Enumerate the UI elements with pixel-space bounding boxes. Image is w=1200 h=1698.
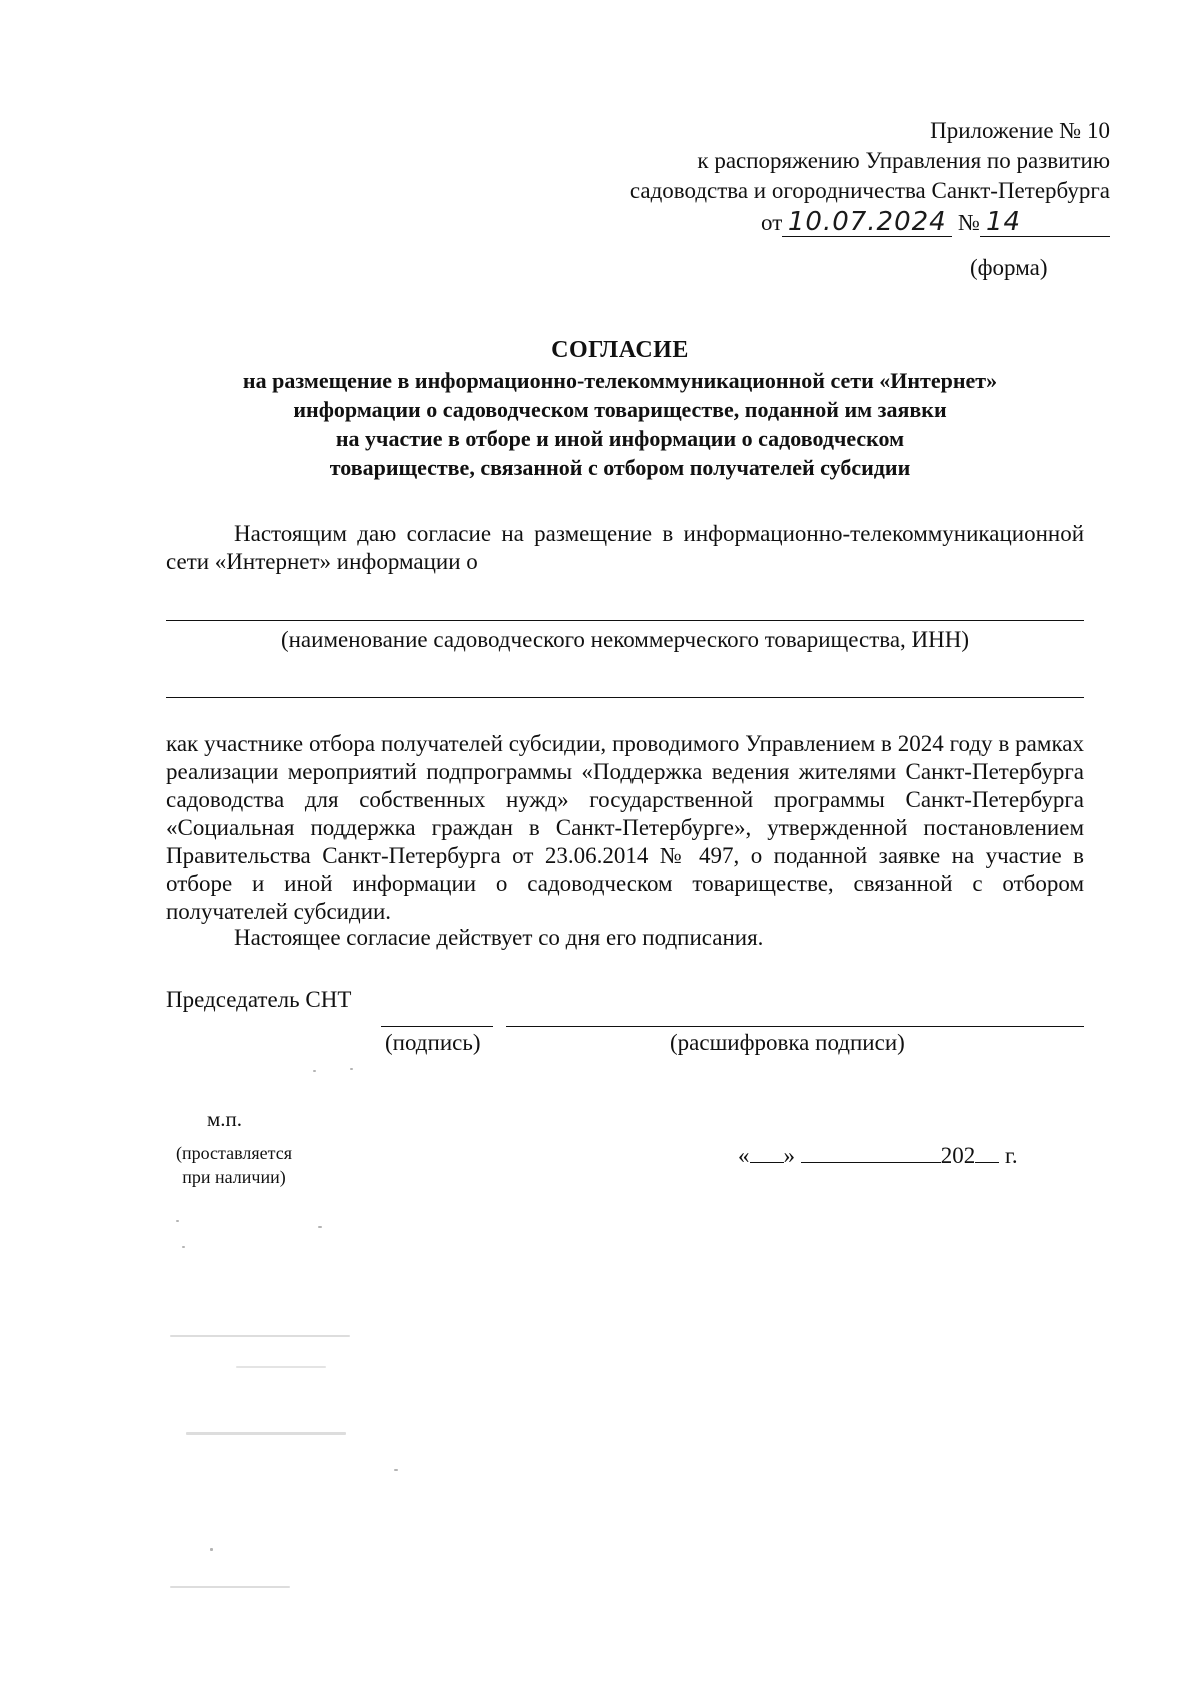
document-title: СОГЛАСИЕ xyxy=(551,337,689,363)
scan-speck xyxy=(350,1068,353,1070)
form-label: (форма) xyxy=(970,255,1048,280)
annex-line-2: к распоряжению Управления по развитию xyxy=(697,148,1110,173)
order-number-field xyxy=(980,209,1110,237)
scan-speck xyxy=(186,1432,346,1435)
stamp-label: м.п. xyxy=(207,1107,243,1131)
signature-caption: (подпись) xyxy=(385,1030,481,1055)
annex-line-3: садоводства и огородничества Санкт-Петербурга xyxy=(629,178,1110,203)
stamp-note xyxy=(164,1141,304,1189)
year-digit-field xyxy=(975,1162,999,1163)
scan-speck xyxy=(170,1586,290,1588)
date-open-quote: « xyxy=(738,1143,750,1168)
subtitle-line-3: на участие в отборе и иной информации о садоводческом xyxy=(335,426,905,451)
scan-speck xyxy=(176,1220,179,1222)
day-field xyxy=(750,1162,784,1163)
subtitle-line-4: товариществе, связанной с отбором получателей субсидии xyxy=(329,455,911,480)
signature-decode-line xyxy=(506,1026,1084,1027)
stamp-note-line-1: (проставляется xyxy=(175,1143,292,1163)
order-date-handwritten: 10.07.2024 xyxy=(787,207,947,237)
signature-decode-caption: (расшифровка подписи) xyxy=(670,1030,905,1055)
stamp-note-line-2: при наличии) xyxy=(182,1167,286,1187)
signing-date xyxy=(738,1143,1018,1169)
scan-speck xyxy=(394,1469,398,1471)
subtitle-line-1: на размещение в информационно-телекоммуникационной сети «Интернет» xyxy=(242,368,998,393)
organization-name-line xyxy=(166,620,1084,621)
annex-header xyxy=(630,116,1110,238)
intro-paragraph: Настоящим даю согласие на размещение в информационно-телекоммуникационной сети «Интернет» информации о xyxy=(166,521,1084,574)
year-prefix: 202 xyxy=(940,1143,976,1168)
scan-speck xyxy=(313,1070,316,1072)
scan-speck xyxy=(170,1335,350,1337)
year-suffix: г. xyxy=(1005,1143,1018,1168)
signatory-role: Председатель СНТ xyxy=(166,987,352,1012)
validity-paragraph: Настоящее согласие действует со дня его подписания. xyxy=(234,925,764,950)
date-prefix: от xyxy=(761,210,783,235)
scan-speck xyxy=(236,1366,326,1368)
order-date-field xyxy=(782,209,952,237)
organization-caption: (наименование садоводческого некоммерческого товарищества, ИНН) xyxy=(280,627,970,652)
order-number-handwritten: 14 xyxy=(986,207,1022,237)
scan-speck xyxy=(318,1226,322,1228)
scan-speck xyxy=(210,1548,213,1551)
signature-line xyxy=(381,1026,493,1027)
annex-line-1: Приложение № 10 xyxy=(930,118,1110,143)
month-field xyxy=(801,1162,941,1163)
scan-speck xyxy=(182,1246,185,1248)
annex-date-line xyxy=(630,208,1110,238)
number-prefix: № xyxy=(958,210,980,235)
organization-extra-line xyxy=(166,697,1084,698)
subtitle-line-2: информации о садоводческом товариществе, поданной им заявки xyxy=(293,397,947,422)
document-subtitle xyxy=(160,366,1080,482)
date-close-quote: » xyxy=(783,1143,795,1168)
body-paragraph: как участнике отбора получателей субсидии, проводимого Управлением в 2024 году в рамках реализации мероприятий подпрограммы «Поддержка ведения жителями Санкт-Петербурга садоводства для собственных нужд» государственной программы Санкт-Петербурга «Социальная поддержка граждан в Санкт-Петербурге», утвержденной постановлением Правительства Санкт-Петербурга от 23.06.2014 № 497, о поданной заявке на участие в отборе и иной информации о садоводческом товариществе, связанной с отбором получателей субсидии. xyxy=(166,731,1084,924)
